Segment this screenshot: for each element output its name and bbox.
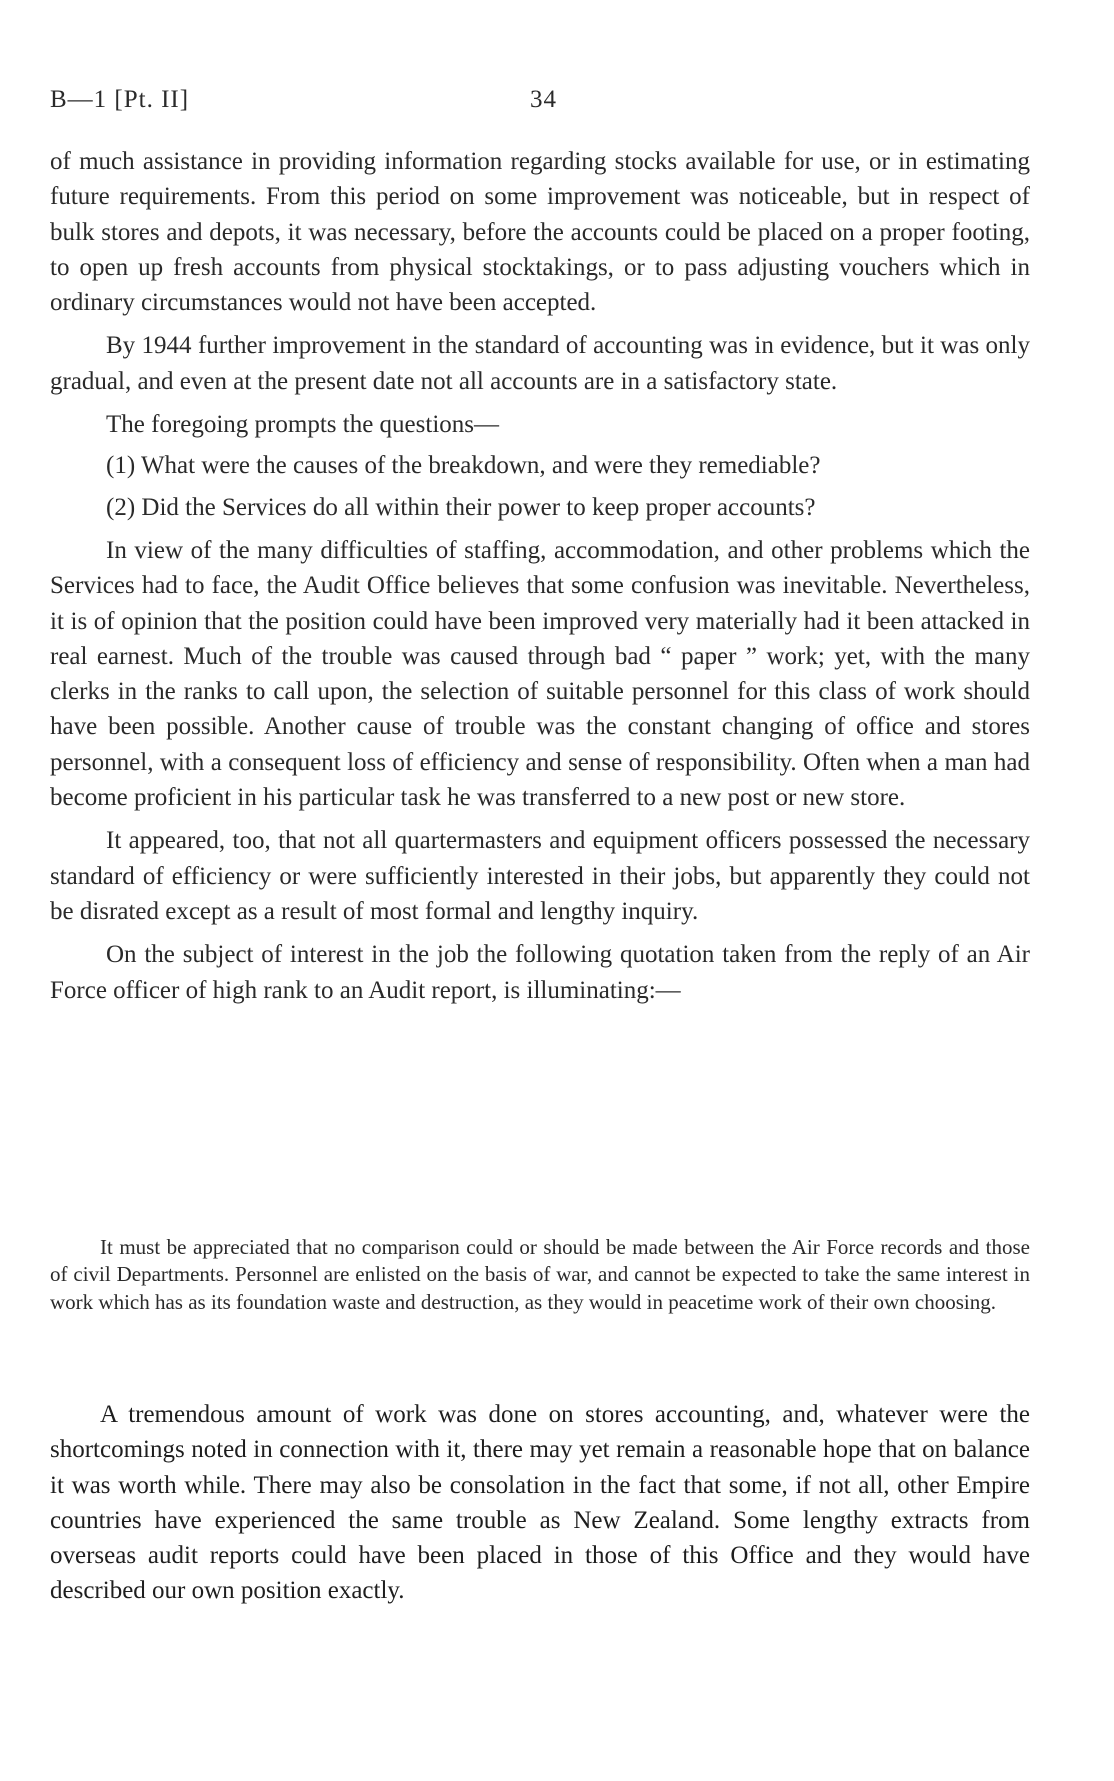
page-number: 34: [530, 86, 557, 113]
closing-section: [50, 1397, 1030, 1609]
block-quote: [50, 1234, 1030, 1316]
quote-text: It must be appreciated that no comparison could or should be made between the Air Force records and those of civil Departments. Personnel are enlisted on the basis of war, and cannot be expected to take the same interest in work which has as its foundation waste and destruction, as they would in peacetime work of their own choosing.: [50, 1235, 1030, 1314]
body-text: [50, 144, 1030, 1008]
paragraph-1944-improvement: By 1944 further improvement in the standard of accounting was in evidence, but it was only gradual, and even at the present date not all accounts are in a satisfactory state.: [50, 332, 1030, 395]
paragraph-difficulties: In view of the many difficulties of staffing, accommodation, and other problems which the Services had to face, the Audit Office believes that some confusion was inevitable. Nevertheless, it is of opinion that the position could have been improved very materially had it been attacked in real earnest. Much of the trouble was caused through bad “ paper ” work; yet, with the many clerks in the ranks to call upon, the selection of suitable personnel for this class of work should have been possible. Another cause of trouble was the constant changing of office and stores personnel, with a consequent loss of efficiency and sense of responsibility. Often when a man had become proficient in his particular task he was transferred to a new post or new store.: [50, 536, 1030, 812]
page-header: [50, 86, 1030, 120]
paragraph-quotation-intro: On the subject of interest in the job the following quotation taken from the reply of an Air Force officer of high rank to an Audit report, is illuminating:—: [50, 941, 1030, 1004]
paragraph-continuation: of much assistance in providing information regarding stocks available for use, or in estimating future requirements. From this period on some improvement was noticeable, but in respect of bulk stores and depots, it was necessary, before the accounts could be placed on a proper footing, to open up fresh accounts from physical stocktakings, or to pass adjusting vouchers which in ordinary circumstances would not have been accepted.: [50, 148, 1030, 317]
question-2: (2) Did the Services do all within their power to keep proper accounts?: [106, 493, 816, 521]
paragraph-closing: A tremendous amount of work was done on stores accounting, and, whatever were the shortcomings noted in connection with it, there may yet remain a reasonable hope that on balance it was worth while. There may also be consolation in the fact that some, if not all, other Empire countries have experienced the same trouble as New Zealand. Some lengthy extracts from overseas audit reports could have been placed in those of this Office and they would have described our own position exactly.: [50, 1401, 1030, 1605]
paragraph-questions-intro: The foregoing prompts the questions—: [106, 411, 499, 439]
document-reference: B—1 [Pt. II]: [50, 86, 190, 113]
paragraph-quartermasters: It appeared, too, that not all quartermasters and equipment officers possessed the necessary standard of efficiency or were sufficiently interested in their jobs, but apparently they could not be disrated except as a result of most formal and lengthy inquiry.: [50, 827, 1030, 925]
question-1: (1) What were the causes of the breakdown, and were they remediable?: [106, 452, 821, 480]
